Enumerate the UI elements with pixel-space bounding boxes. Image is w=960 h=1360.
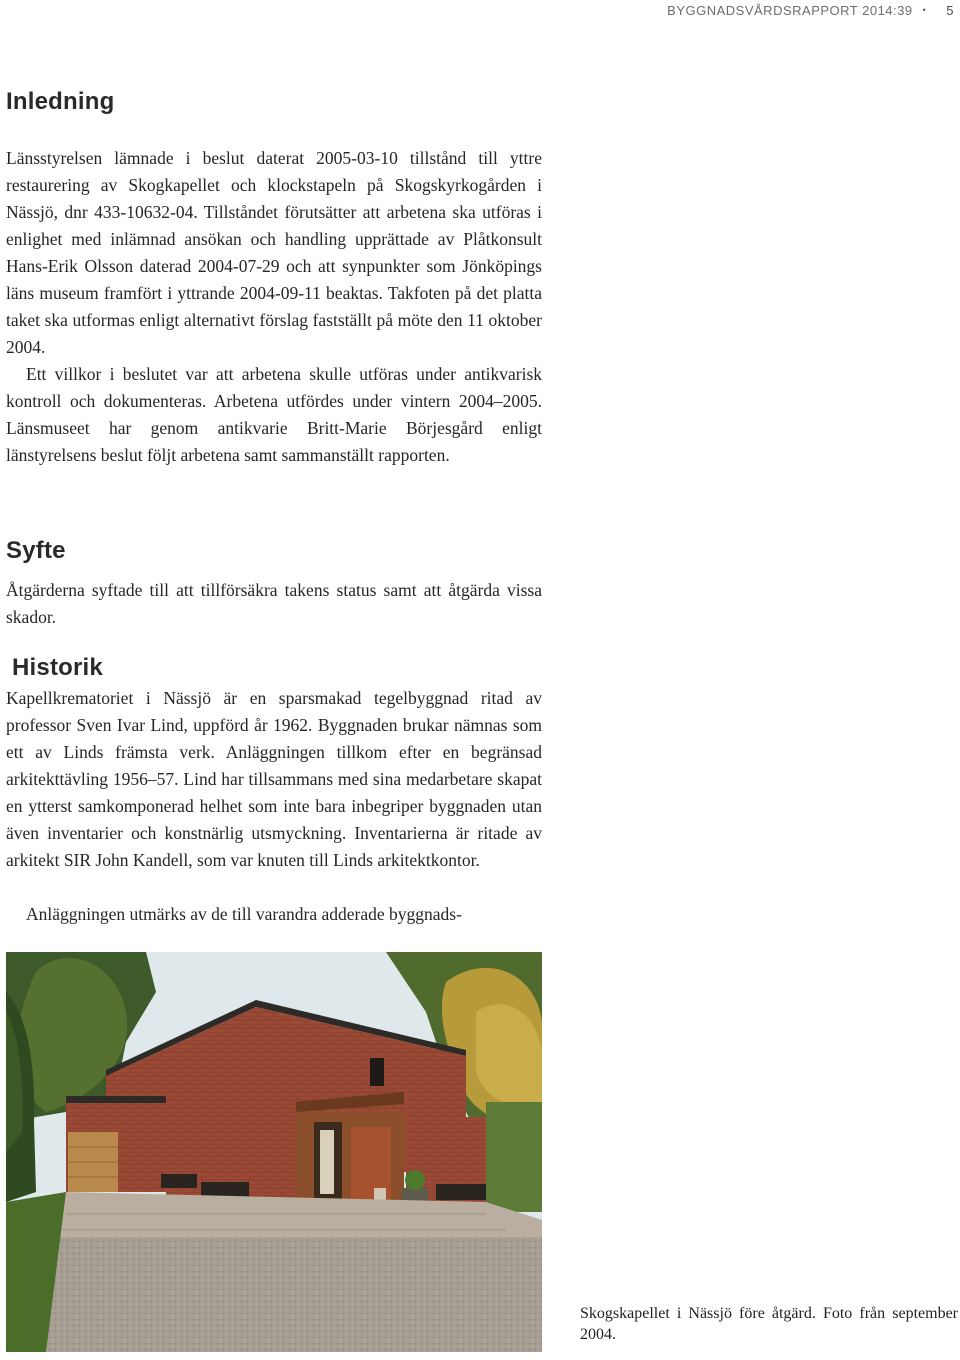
heading-inledning: Inledning [6,88,115,115]
running-header [0,1,960,19]
running-title: BYGGNADSVÅRDSRAPPORT 2014:39 [667,2,913,18]
paragraph-historik-1: Kapellkrematoriet i Nässjö är en sparsmakad tegelbyggnad ritad av professor Sven Ivar Lind, uppförd år 1962. Byggnaden brukar nämnas som ett av Linds främsta verk. Anläggningen tillkom efter en begränsad arkitekttävling 1956–57. Lind har tillsammans med sina medarbetare skapat en ytterst samkomponerad helhet som inte bara inbegriper byggnaden utan även inventarier och konstnärlig utsmyckning. Inventarierna är ritade av arkitekt SIR John Kandell, som var knuten till Linds arkitektkontor. [6,688,542,870]
header-bullet: • [922,5,927,15]
photo-caption: Skogskapellet i Nässjö före åtgärd. Foto från september 2004. [580,1305,958,1343]
paragraph-inledning-1: Länsstyrelsen lämnade i beslut daterat 2005-03-10 tillstånd till yttre restaurering av Skogkapellet och klockstapeln på Skogskyrkogården i Nässjö, dnr 433-10632-04. Tillståndet förutsätter att arbetena ska utföras i enlighet med inlämnad ansökan och handling upprättade av Plåtkonsult Hans-Erik Olsson daterad 2004-07-29 och att synpunkter som Jönköpings läns museum framfört i yttrande 2004-09-11 beaktas. Takfoten på det platta taket ska utformas enligt alternativt förslag fastställt på möte den 11 oktober 2004. [6,148,542,357]
heading-syfte: Syfte [6,537,66,564]
paragraph-historik-2: Anläggningen utmärks av de till varandra adderade byggnads- [26,904,462,924]
page-number: 5 [946,2,954,18]
paragraph-syfte: Åtgärderna syftade till att tillförsäkra takens status samt att åtgärda vissa skador. [6,580,542,627]
heading-historik: Historik [12,654,103,681]
paragraph-inledning-2: Ett villkor i beslutet var att arbetena skulle utföras under antikvarisk kontroll och dokumenteras. Arbetena utfördes under vintern 2004–2005. Länsmuseet har genom antikvarie Britt-Marie Börjesgård enligt länstyrelsens beslut följt arbetena samt sammanställt rapporten. [6,364,542,465]
chapel-photo [6,952,542,1352]
